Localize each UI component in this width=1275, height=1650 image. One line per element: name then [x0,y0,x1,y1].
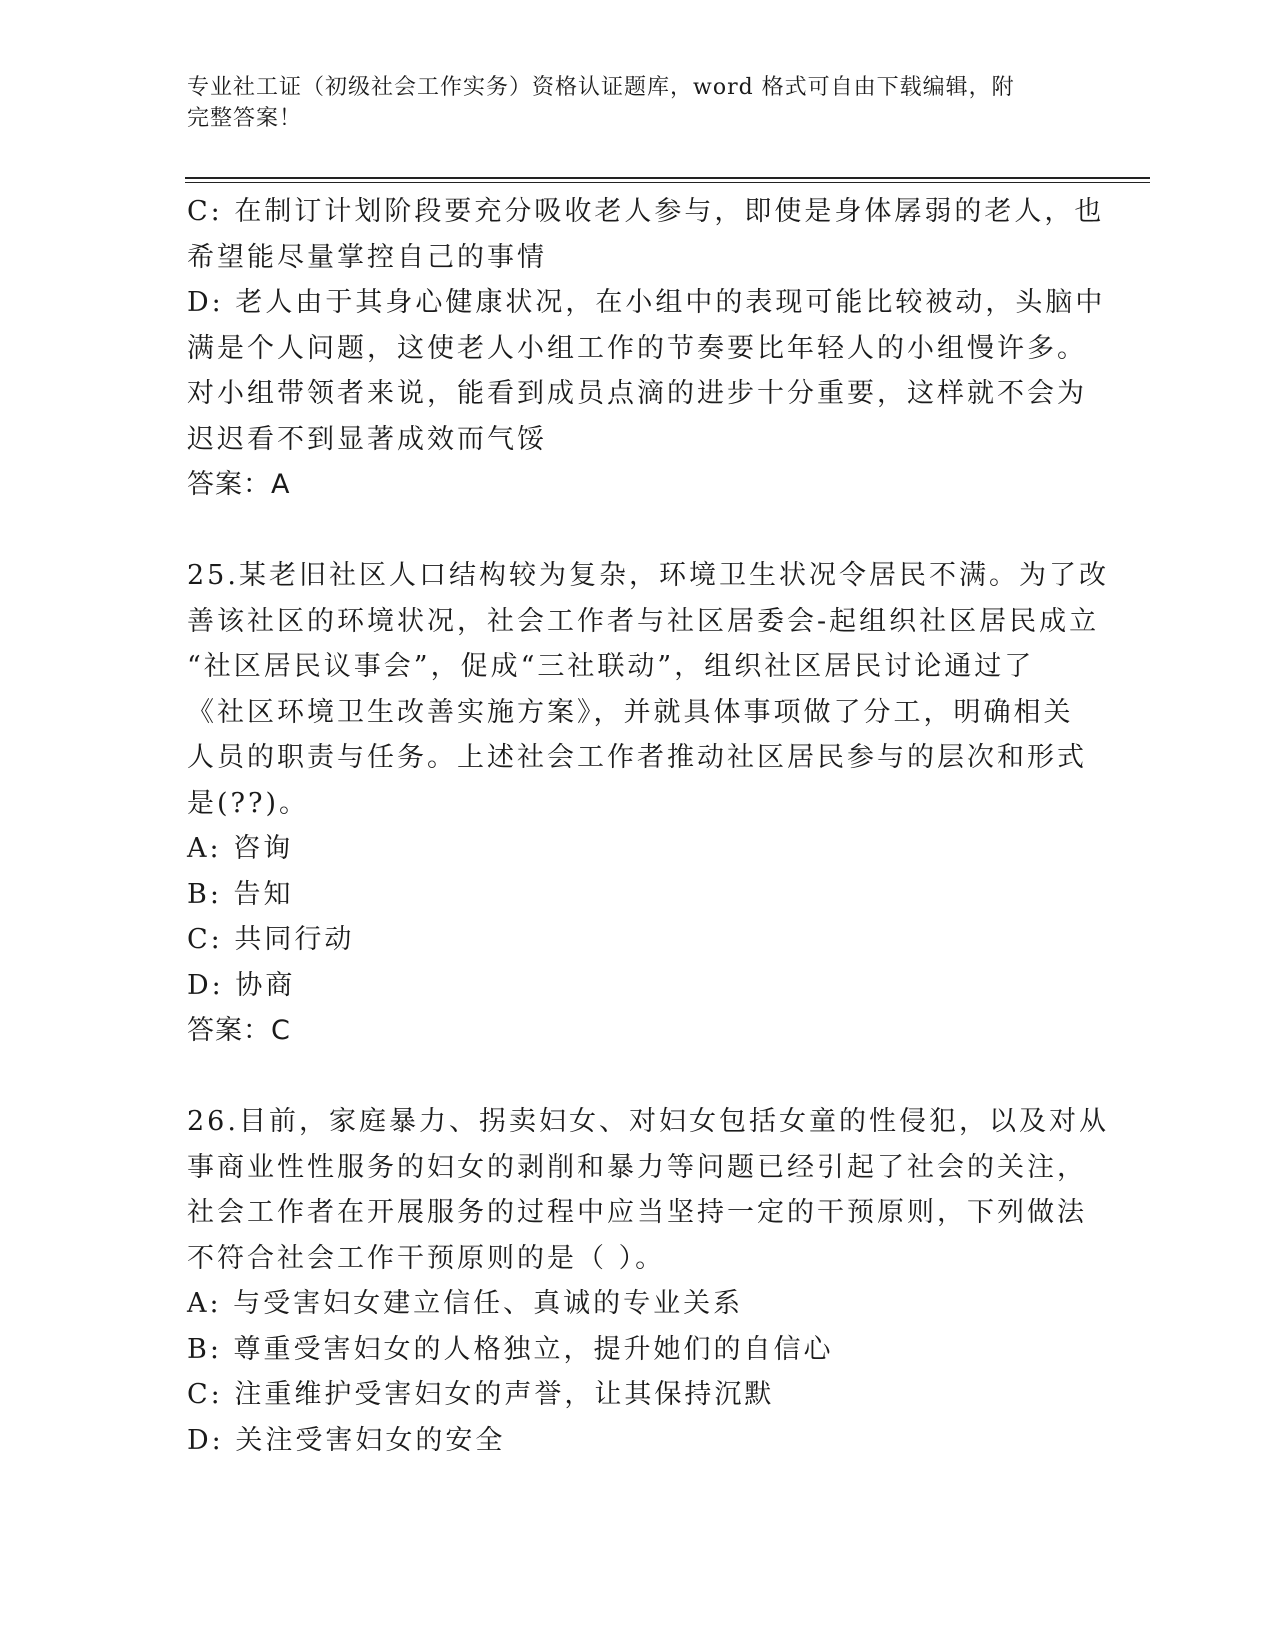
question-25-option-b: B: 告知 [187,878,294,910]
header-rule-thick [185,177,1150,179]
question-25-option-d: D: 协商 [187,969,296,1001]
text-line: 对小组带领者来说，能看到成员点滴的进步十分重要，这样就不会为 [187,378,1087,409]
question-25-answer: 答案：C [187,1015,291,1046]
text-line: 善该社区的环境状况，社会工作者与社区居委会-起组织社区居民成立 [187,605,1100,637]
text-line: 《社区环境卫生改善实施方案》，并就具体事项做了分工，明确相关 [187,696,1074,728]
text-line: 不符合社会工作干预原则的是（ ）。 [187,1242,666,1274]
question-26-option-b: B: 尊重受害妇女的人格独立，提升她们的自信心 [187,1333,834,1365]
question-26-option-c: C: 注重维护受害妇女的声誉，让其保持沉默 [187,1379,775,1410]
question-content [187,189,1109,1463]
text-line: 25.某老旧社区人口结构较为复杂，环境卫生状况令居民不满。为了改 [187,560,1109,591]
page-header [187,72,1067,134]
question-26-option-a: A: 与受害妇女建立信任、真诚的专业关系 [187,1288,744,1319]
spacer [187,508,1077,554]
text-line: 迟迟看不到显著成效而气馁 [187,423,547,455]
question-24-answer: 答案：A [187,469,291,500]
question-25 [187,553,1109,1054]
header-line: 专业社工证（初级社会工作实务）资格认证题库，word 格式可自由下载编辑，附 [187,75,1015,100]
spacer [187,1054,1077,1100]
text-line: “社区居民议事会”，促成“三社联动”，组织社区居民讨论通过了 [187,651,1035,682]
text-line: 事商业性性服务的妇女的剥削和暴力等问题已经引起了社会的关注， [187,1151,1087,1183]
question-26-option-d: D: 关注受害妇女的安全 [187,1424,506,1456]
question-26-stem [187,1099,1109,1281]
text-line: 希望能尽量掌控自己的事情 [187,241,547,273]
question-26 [187,1099,1109,1463]
text-line: 是(??)。 [187,787,310,819]
question-25-option-a: A: 咨询 [187,833,294,864]
text-line: C: 在制订计划阶段要充分吸收老人参与，即使是身体孱弱的老人，也 [187,196,1105,227]
question-25-option-c: C: 共同行动 [187,924,355,955]
question-24-option-d [187,280,1106,462]
text-line: D: 老人由于其身心健康状况，在小组中的表现可能比较被动，头脑中 [187,287,1106,318]
question-24-option-c [187,189,1105,280]
text-line: 人员的职责与任务。上述社会工作者推动社区居民参与的层次和形式 [187,742,1087,773]
header-line: 完整答案！ [187,106,303,131]
text-line: 26.目前，家庭暴力、拐卖妇女、对妇女包括女童的性侵犯，以及对从 [187,1106,1109,1137]
header-rule-thin [185,182,1150,183]
text-line: 社会工作者在开展服务的过程中应当坚持一定的干预原则，下列做法 [187,1197,1087,1228]
question-25-stem [187,553,1109,826]
text-line: 满是个人问题，这使老人小组工作的节奏要比年轻人的小组慢许多。 [187,332,1087,364]
